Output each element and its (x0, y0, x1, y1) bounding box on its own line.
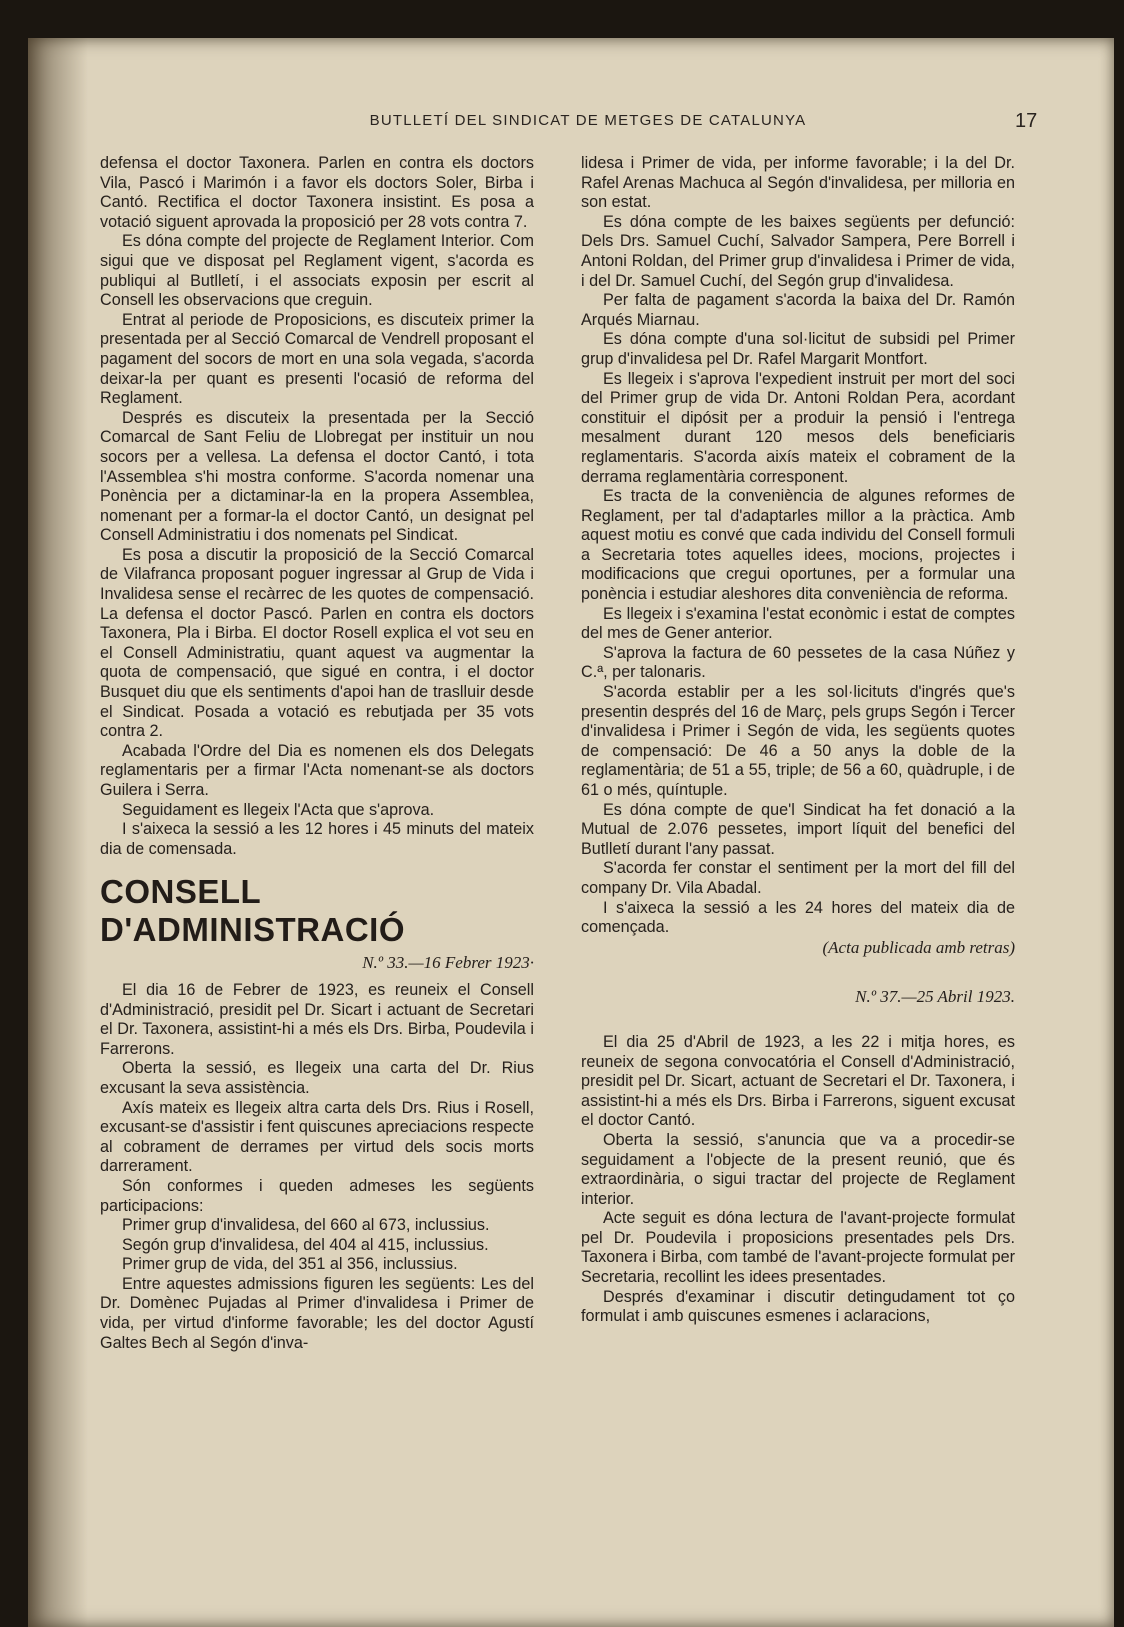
paragraph: S'acorda establir per a les sol·licituts d'ingrés que's presentin després del 16 de Març, pels grups Segón i Tercer d'invalidesa i Primer i Segón de vida, les següents quotes de compensació: De 46 a 50 anys la doble de la reglamentària; de 51 a 55, triple; de 56 a 60, quàdruple, i de 61 o més, quíntuple. (581, 683, 1015, 799)
paragraph: defensa el doctor Taxonera. Parlen en contra els doctors Vila, Pascó i Marimón i a favor els doctors Soler, Birba i Cantó. Rectifica el doctor Taxonera insistint. Es posa a votació siguent aprovada la proposició per 28 vots contra 7. (100, 154, 534, 231)
page-spine-shadow (28, 38, 88, 1627)
paragraph: Acte seguit es dóna lectura de l'avant-projecte formulat pel Dr. Poudevila i proposicions presentades pels Drs. Taxonera i Birba, com també de l'avant-projecte formulat per Secretaria, recollint les idees presentades. (581, 1209, 1015, 1287)
paragraph: Es dóna compte d'una sol·licitut de subsidi pel Primer grup d'invalidesa pel Dr. Rafel Margarit Montfort. (581, 330, 1015, 368)
paragraph: Entre aquestes admissions figuren les següents: Les del Dr. Domènec Pujadas al Primer d'invalidesa i Primer de vida, per virtud d'informe favorable; les del doctor Agustí Galtes Bech al Segón d'inva- (100, 1274, 534, 1352)
paragraph: Seguidament es llegeix l'Acta que s'aprova. (122, 800, 435, 819)
paragraph: Es posa a discutir la proposició de la Secció Comarcal de Vilafranca proposant poguer ingressar al Grup de Vida i Invalidesa sense el recàrrec de les quotes de compensació. La defensa el doctor Pascó. Parlen en contra els doctors Taxonera, Pla i Birba. El doctor Rosell explica el vot seu en el Consell Administratiu, quant aquest va augmentar la quota de compensació, que sigué en contra, i el doctor Busquet diu que els sentiments d'apoi han de traslluir desde el Sindicat. Posada a votació es rebutjada per 35 vots contra 2. (100, 545, 534, 741)
paragraph: S'aprova la factura de 60 pessetes de la casa Núñez y C.ª, per talonaris. (581, 643, 1015, 682)
page-number: 17 (1015, 110, 1038, 132)
spacer (581, 965, 1015, 983)
minutes-number-date: N.º 33.—16 Febrer 1923· (362, 953, 534, 973)
paragraph: Oberta la sessió, s'anuncia que va a procedir-se seguidament a l'objecte de la present reunió, que és extraordinària, o sigui tractar del projecte de Reglament interior. (581, 1130, 1015, 1208)
paragraph: Es dóna compte de les baixes següents per defunció: Dels Drs. Samuel Cuchí, Salvador Sampera, Pere Borrell i Antoni Roldan, del Primer grup d'invalidesa i Primer de vida, i del Dr. Samuel Cuchí, del Segón grup d'invalidesa. (581, 212, 1015, 290)
paragraph: Oberta la sessió, es llegeix una carta del Dr. Rius excusant la seva assistència. (100, 1059, 534, 1097)
spacer (581, 1015, 1015, 1033)
paragraph: I s'aixeca la sessió a les 24 hores del mateix dia de començada. (581, 898, 1015, 937)
paragraph: Es llegeix i s'aprova l'expedient instruit per mort del soci del Primer grup de vida Dr. Antoni Roldan Pera, acordant constituir el dipósit per a produir la pensió i l'entrega mesalment durant 120 mesos dels beneficiaris reglamentaris. S'acorda aixís mateix el cobrament de la derrama reglamentària corresponent. (581, 369, 1015, 486)
paragraph: Es dóna compte de que'l Sindicat ha fet donació a la Mutual de 2.076 pessetes, import líquit del benefici del Butlletí durant l'any passat. (581, 800, 1015, 858)
left-column (100, 154, 534, 1353)
paragraph: I s'aixeca la sessió a les 12 hores i 45 minuts del mateix dia de comensada. (100, 820, 534, 858)
section-heading: CONSELL D'ADMINISTRACIÓ (100, 873, 405, 949)
paragraph: Són conformes i queden admeses les següents participacions: (100, 1176, 534, 1215)
paragraph: Després d'examinar i discutir detingudament tot ço formulat i amb quiscunes esmenes i aclaracions, (581, 1287, 1015, 1326)
paragraph: Es llegeix i s'examina l'estat econòmic i estat de comptes del mes de Gener anterior. (581, 604, 1015, 643)
publication-note: (Acta publicada amb retras) (822, 937, 1015, 957)
paragraph: Es tracta de la conveniència de algunes reformes de Reglament, per tal d'adaptarles millor a la pràctica. Amb aquest motiu es convé que cada individu del Consell formuli a Secretaria totes aquelles idees, mocions, projectes i modificacions que cregui oportunes, per a formular una ponència i estudiar aleshores dita conveniència de reforma. (581, 487, 1015, 604)
paragraph: Segón grup d'invalidesa, del 404 al 415, inclussius. (122, 1235, 489, 1254)
paragraph: Acabada l'Ordre del Dia es nomenen els dos Delegats reglamentaris per a firmar l'Acta nomenant-se als doctors Guilera i Serra. (100, 741, 534, 799)
minutes-number-date: N.º 37.—25 Abril 1923. (855, 987, 1015, 1007)
paragraph: Després es discuteix la presentada per la Secció Comarcal de Sant Feliu de Llobregat per instituir un nou socors per a vellesa. La defensa el doctor Cantó, i tota l'Assemblea s'hi mostra conforme. S'acorda nomenar una Ponència per a dictaminar-la en la propera Assemblea, nomenant per a formar-la el doctor Cantó, un designat pel Consell Administratiu i dos nomenats pel Sindicat. (100, 408, 534, 545)
paragraph: lidesa i Primer de vida, per informe favorable; i la del Dr. Rafel Arenas Machuca al Segón d'invalidesa, per milloria en son estat. (581, 154, 1015, 212)
paragraph: Entrat al periode de Proposicions, es discuteix primer la presentada per al Secció Comarcal de Vendrell proposant el pagament del socors de mort en una sola vegada, s'acorda deixar-la per quant es presenti l'ocasió de reforma del Reglament. (100, 310, 534, 408)
paragraph: Primer grup d'invalidesa, del 660 al 673, inclussius. (122, 1216, 490, 1235)
paragraph: Axís mateix es llegeix altra carta dels Drs. Rius i Rosell, excusant-se d'assistir i fent quiscunes apreciacions respecte al cobrament de derrames per virtud dels socis morts darrerament. (100, 1098, 534, 1176)
paragraph: Es dóna compte del projecte de Reglament Interior. Com sigui que ve disposat pel Reglament vigent, s'acorda es publiqui al Butlletí, i el associats exposin per escrit al Consell les observacions que creguin. (100, 232, 534, 310)
paragraph: Primer grup de vida, del 351 al 356, inclussius. (122, 1255, 458, 1274)
running-header: BUTLLETÍ DEL SINDICAT DE METGES DE CATALUNYA (369, 112, 807, 129)
paragraph: El dia 16 de Febrer de 1923, es reuneix el Consell d'Administració, presidit pel Dr. Sicart i actuant de Secretari el Dr. Taxonera, assistint-hi a més els Drs. Birba, Poudevila i Farrerons. (100, 980, 534, 1058)
paragraph: Per falta de pagament s'acorda la baixa del Dr. Ramón Arqués Miarnau. (581, 291, 1015, 329)
right-column (581, 154, 1015, 1327)
paragraph: S'acorda fer constar el sentiment per la mort del fill del company Dr. Vila Abadal. (581, 859, 1015, 897)
paragraph: El dia 25 d'Abril de 1923, a les 22 i mitja hores, es reuneix de segona convocatória el Consell d'Administració, presidit pel Dr. Sicart, actuant de Secretari el Dr. Taxonera, i assistint-hi a més els Drs. Birba i Farrerons, siguent excusat el doctor Cantó. (581, 1032, 1015, 1130)
scanned-page (28, 38, 1114, 1627)
